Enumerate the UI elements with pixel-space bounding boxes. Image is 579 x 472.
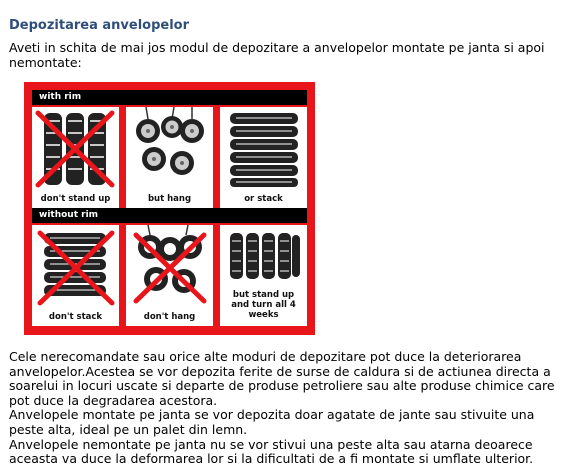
caption-but-hang: but hang — [147, 194, 192, 204]
caption-stand-up-and-turn: but stand up and turn all 4 weeks — [231, 290, 296, 320]
storage-instructions — [9, 350, 569, 467]
caption-dont-hang: don't hang — [143, 312, 196, 322]
stacked-tires-icon — [230, 113, 298, 187]
hanging-wheels-icon — [136, 107, 204, 175]
caption-dont-stack: don't stack — [48, 312, 103, 322]
panel-with-rim-dont-stand-up — [32, 107, 119, 208]
paragraph-unmounted: Anvelopele nemontate pe janta nu se vor stivui una peste alta sau atarna deoarece aceasta va duce la deformarea lor si la dificultati de a fi montate si umflate ulterior. — [9, 436, 534, 467]
caption-dont-stand-up: don't stand up — [40, 194, 111, 204]
paragraph-mounted: Anvelopele montate pe janta se vor depozita doar agatate de jante sau stivuite una peste alta, ideal pe un palet din lemn. — [9, 407, 535, 437]
page-title: Depozitarea anvelopelor — [9, 18, 190, 33]
panel-with-rim-but-hang — [126, 107, 213, 208]
caption-or-stack: or stack — [244, 194, 283, 204]
section-label-with-rim: with rim — [32, 90, 307, 105]
panel-without-rim-dont-stack — [32, 225, 119, 326]
standing-tires-icon — [230, 233, 300, 279]
intro-text: Aveti in schita de mai jos modul de depozitare a anvelopelor montate pe janta si apoi nemontate: — [9, 40, 545, 70]
tire-storage-diagram — [24, 82, 315, 335]
panel-with-rim-or-stack — [220, 107, 307, 208]
panel-without-rim-dont-hang — [126, 225, 213, 326]
hanging-tires-icon — [138, 225, 202, 293]
panel-without-rim-stand-up — [220, 225, 307, 326]
paragraph-general: Cele nerecomandate sau orice alte moduri de depozitare pot duce la deteriorarea anvelopelor.Acestea se vor depozita ferite de surse de caldura si de actiunea directa a soarelui in locuri uscate si departe de produse petroliere sau alte produse chimice care pot duce la degradarea acestora. — [9, 349, 555, 408]
section-label-without-rim: without rim — [32, 208, 307, 223]
